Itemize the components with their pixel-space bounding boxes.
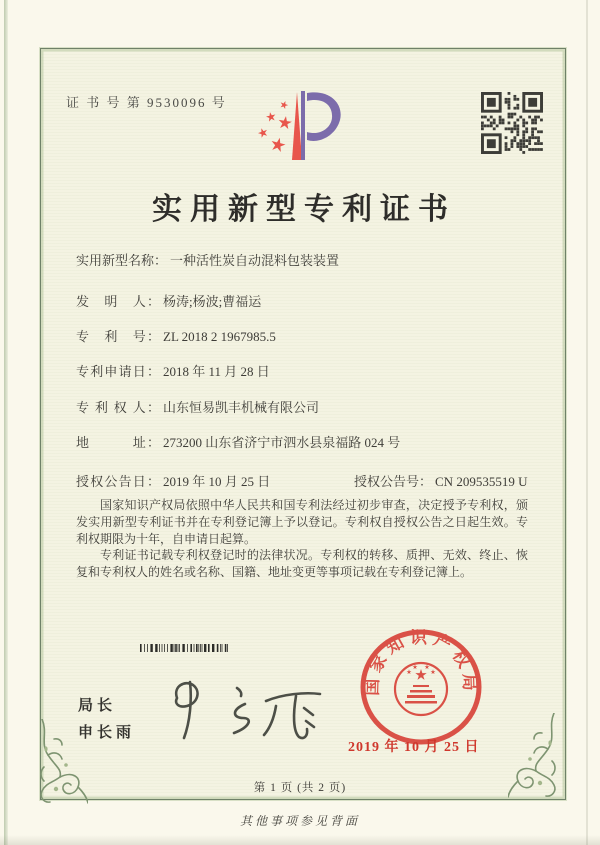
field-label: 授权公告日：: [76, 474, 160, 489]
handwritten-signature: [163, 670, 331, 748]
field-row-filing-date: [76, 361, 270, 380]
field-row-patent-number: [76, 326, 276, 345]
qr-code: [481, 92, 543, 154]
seal-date: 2019 年 10 月 25 日: [348, 740, 480, 755]
legal-paragraphs: [76, 497, 528, 581]
back-note: 其他事项参见背面: [239, 814, 360, 828]
field-label: 专 利 号：: [76, 329, 160, 344]
field-label: 发 明 人：: [76, 294, 160, 309]
floral-corner-ornament-left: [32, 719, 88, 805]
field-value: 273200 山东省济宁市泗水县泉福路 024 号: [163, 435, 401, 450]
field-value: 山东恒易凯丰机械有限公司: [163, 400, 320, 415]
field-row-patentee: [76, 397, 319, 416]
scan-edge-right: [586, 0, 588, 845]
cnipa-patent-logo-icon: [248, 82, 348, 166]
field-label: 专利申请日：: [76, 364, 160, 379]
field-label: 地 址：: [76, 435, 160, 450]
legal-paragraph: 专利证书记载专利权登记时的法律状况。专利权的转移、质押、无效、终止、恢复和专利权人的姓名或名称、国籍、地址变更等事项记载在专利登记簿上。: [76, 548, 528, 580]
field-label: 实用新型名称：: [76, 253, 168, 268]
certificate-number: 证 书 号 第 9530096 号: [66, 95, 227, 110]
field-row-address: [76, 432, 400, 451]
barcode: [140, 644, 228, 652]
certificate-title: 实用新型专利证书: [152, 193, 456, 226]
field-row-name: [76, 250, 339, 269]
field-label: 授权公告号：: [354, 474, 433, 489]
field-row-inventors: [76, 291, 261, 310]
field-value: CN 209535519 U: [435, 474, 528, 489]
national-emblem-icon: [395, 663, 447, 715]
field-value: ZL 2018 2 1967985.5: [163, 329, 276, 344]
field-value: 一种活性炭自动混料包装装置: [170, 253, 340, 268]
scan-edge-left: [4, 0, 8, 845]
official-round-seal: [358, 629, 484, 749]
legal-paragraph: 国家知识产权局依照中华人民共和国专利法经过初步审查，决定授予专利权，颁发实用新型专利证书并在专利登记簿上予以登记。专利权自授权公告之日起生效。专利权期限为十年，自申请日起算。: [76, 498, 528, 546]
page-number: 第 1 页 (共 2 页): [253, 782, 347, 794]
grant-number-group: [354, 471, 527, 490]
director-title: 局长: [78, 697, 117, 714]
field-label: 专 利 权 人：: [76, 400, 160, 415]
floral-corner-ornament-right: [508, 713, 564, 799]
field-value: 杨涛;杨波;曹福运: [163, 294, 262, 309]
field-value: 2019 年 10 月 25 日: [163, 474, 271, 489]
field-row-grant: [76, 471, 528, 490]
director-name: 申长雨: [78, 724, 136, 741]
field-value: 2018 年 11 月 28 日: [163, 364, 270, 379]
seal-text: 国家知识产权局: [362, 629, 480, 697]
scan-edge-bottom: [0, 835, 600, 845]
